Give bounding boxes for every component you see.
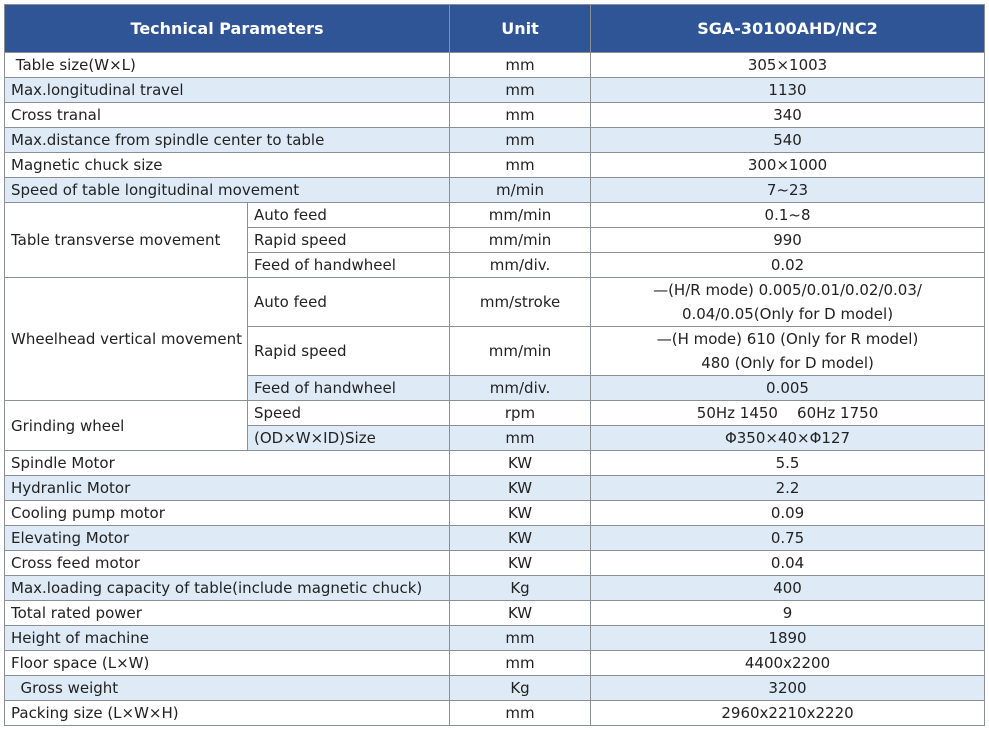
header-technical-parameters: Technical Parameters <box>5 5 450 53</box>
table-row <box>5 401 985 426</box>
value-cell: 0.1~8 <box>591 203 985 228</box>
table-row <box>5 476 985 501</box>
param-label: Packing size (L×W×H) <box>5 701 450 726</box>
unit-cell: mm <box>450 78 591 103</box>
value-cell: 2.2 <box>591 476 985 501</box>
unit-cell: m/min <box>450 178 591 203</box>
table-row <box>5 278 985 327</box>
value-cell: 2960x2210x2220 <box>591 701 985 726</box>
param-label: Floor space (L×W) <box>5 651 450 676</box>
unit-cell: mm <box>450 103 591 128</box>
value-cell: 0.02 <box>591 253 985 278</box>
value-cell: 540 <box>591 128 985 153</box>
unit-cell: mm <box>450 53 591 78</box>
unit-cell: mm <box>450 426 591 451</box>
table-row <box>5 601 985 626</box>
value-line: 480 (Only for D model) <box>701 354 874 372</box>
group-label-grinding-wheel: Grinding wheel <box>5 401 248 451</box>
table-row <box>5 203 985 228</box>
table-row <box>5 651 985 676</box>
sub-param-label: Feed of handwheel <box>248 253 450 278</box>
sub-param-label: Auto feed <box>248 203 450 228</box>
header-row <box>5 5 985 53</box>
unit-cell: KW <box>450 501 591 526</box>
sub-param-label: (OD×W×ID)Size <box>248 426 450 451</box>
unit-cell: Kg <box>450 576 591 601</box>
group-label-wheelhead: Wheelhead vertical movement <box>5 278 248 401</box>
value-cell: 5.5 <box>591 451 985 476</box>
table-row <box>5 526 985 551</box>
table-row <box>5 128 985 153</box>
value-cell: 990 <box>591 228 985 253</box>
table-row <box>5 576 985 601</box>
value-cell: 4400x2200 <box>591 651 985 676</box>
value-cell: 50Hz 1450 60Hz 1750 <box>591 401 985 426</box>
table-row <box>5 451 985 476</box>
table-row <box>5 53 985 78</box>
unit-cell: KW <box>450 476 591 501</box>
header-model: SGA-30100AHD/NC2 <box>591 5 985 53</box>
param-label: Max.loading capacity of table(include magnetic chuck) <box>5 576 450 601</box>
param-label: Cooling pump motor <box>5 501 450 526</box>
value-cell: 340 <box>591 103 985 128</box>
unit-cell: mm/div. <box>450 376 591 401</box>
param-label: Cross feed motor <box>5 551 450 576</box>
unit-cell: rpm <box>450 401 591 426</box>
value-cell: 0.005 <box>591 376 985 401</box>
value-cell: 300×1000 <box>591 153 985 178</box>
param-label: Total rated power <box>5 601 450 626</box>
spec-table-container <box>4 4 985 726</box>
header-unit: Unit <box>450 5 591 53</box>
unit-cell: KW <box>450 451 591 476</box>
table-row <box>5 626 985 651</box>
value-cell <box>591 327 985 376</box>
unit-cell: mm <box>450 701 591 726</box>
value-cell: 9 <box>591 601 985 626</box>
value-line: 0.04/0.05(Only for D model) <box>681 305 894 323</box>
param-label: Table size(W×L) <box>5 53 450 78</box>
param-label: Spindle Motor <box>5 451 450 476</box>
unit-cell: mm <box>450 626 591 651</box>
param-label: Hydranlic Motor <box>5 476 450 501</box>
unit-cell: Kg <box>450 676 591 701</box>
value-line: —(H mode) 610 (Only for R model) <box>656 330 919 348</box>
sub-param-label: Rapid speed <box>248 327 450 376</box>
value-line: —(H/R mode) 0.005/0.01/0.02/0.03/ <box>653 281 922 299</box>
value-cell: 7~23 <box>591 178 985 203</box>
param-label: Max.longitudinal travel <box>5 78 450 103</box>
unit-cell: mm <box>450 153 591 178</box>
unit-cell: KW <box>450 601 591 626</box>
table-row <box>5 178 985 203</box>
param-label: Speed of table longitudinal movement <box>5 178 450 203</box>
unit-cell: mm/min <box>450 327 591 376</box>
value-cell: 0.09 <box>591 501 985 526</box>
unit-cell: KW <box>450 526 591 551</box>
value-cell <box>591 278 985 327</box>
table-row <box>5 78 985 103</box>
unit-cell: mm/div. <box>450 253 591 278</box>
unit-cell: mm <box>450 651 591 676</box>
table-row <box>5 551 985 576</box>
technical-parameters-table <box>4 4 985 726</box>
table-row <box>5 676 985 701</box>
sub-param-label: Auto feed <box>248 278 450 327</box>
param-label: Gross weight <box>5 676 450 701</box>
value-cell: 0.75 <box>591 526 985 551</box>
unit-cell: mm/min <box>450 228 591 253</box>
param-label: Height of machine <box>5 626 450 651</box>
unit-cell: mm/stroke <box>450 278 591 327</box>
param-label: Elevating Motor <box>5 526 450 551</box>
value-cell: 3200 <box>591 676 985 701</box>
group-label-transverse: Table transverse movement <box>5 203 248 278</box>
value-cell: 1130 <box>591 78 985 103</box>
value-cell: Φ350×40×Φ127 <box>591 426 985 451</box>
table-row <box>5 103 985 128</box>
value-cell: 0.04 <box>591 551 985 576</box>
value-cell: 305×1003 <box>591 53 985 78</box>
table-row <box>5 501 985 526</box>
param-label: Max.distance from spindle center to table <box>5 128 450 153</box>
unit-cell: mm <box>450 128 591 153</box>
sub-param-label: Feed of handwheel <box>248 376 450 401</box>
value-cell: 400 <box>591 576 985 601</box>
param-label: Cross tranal <box>5 103 450 128</box>
table-row <box>5 701 985 726</box>
unit-cell: KW <box>450 551 591 576</box>
param-label: Magnetic chuck size <box>5 153 450 178</box>
table-row <box>5 153 985 178</box>
value-cell: 1890 <box>591 626 985 651</box>
unit-cell: mm/min <box>450 203 591 228</box>
sub-param-label: Speed <box>248 401 450 426</box>
sub-param-label: Rapid speed <box>248 228 450 253</box>
